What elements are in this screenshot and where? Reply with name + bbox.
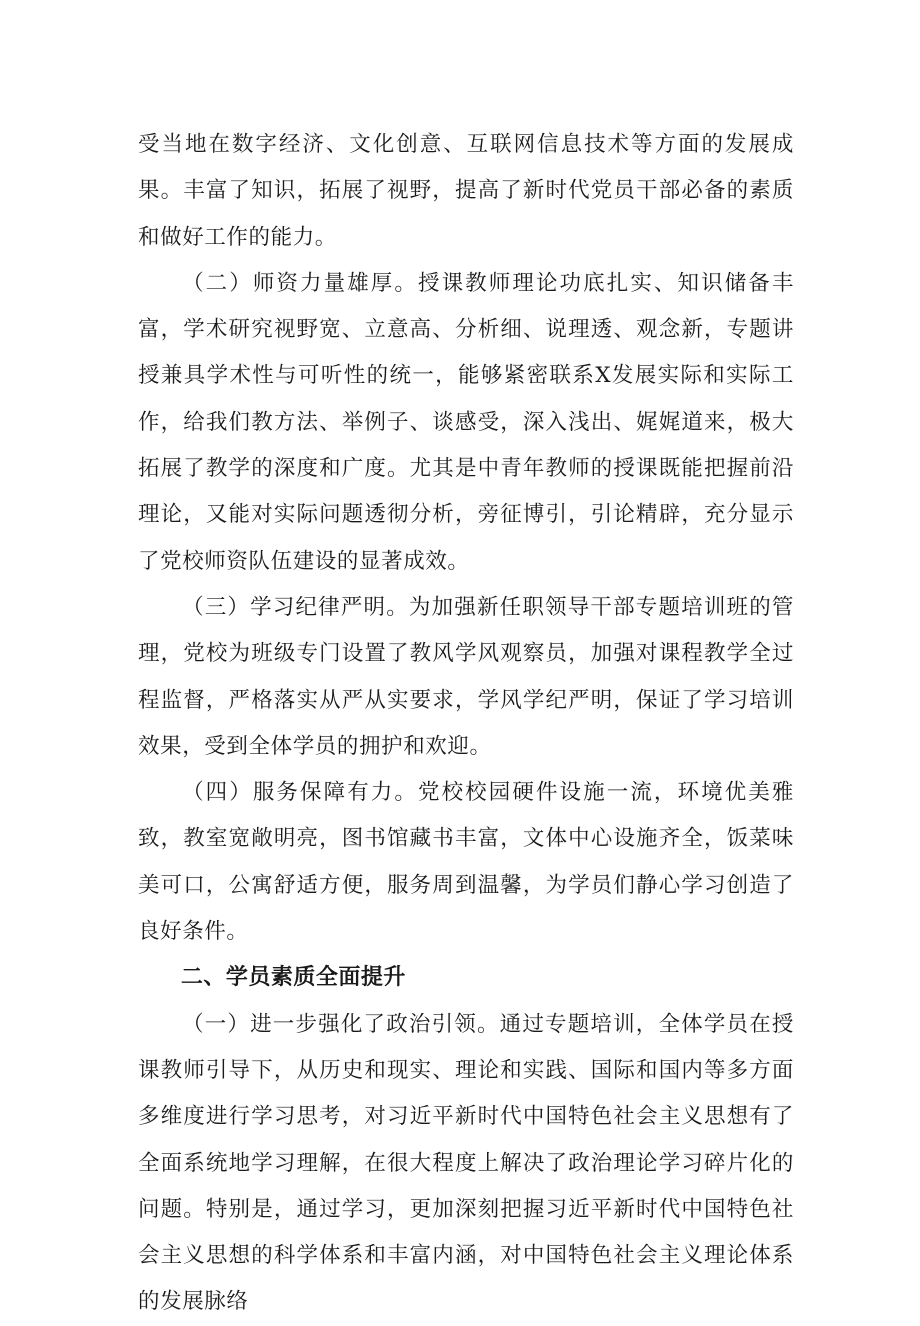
paragraph-faculty-strength: （二）师资力量雄厚。授课教师理论功底扎实、知识储备丰富，学术研究视野宽、立意高、分析细、说理透、观念新，专题讲授兼具学术性与可听性的统一，能够紧密联系X发展实际和实际工作，给我们教方法、举例子、谈感受，深入浅出、娓娓道来，极大拓展了教学的深度和广度。尤其是中青年教师的授课既能把握前沿理论，又能对实际问题透彻分析，旁征博引，引论精辟，充分显示了党校师资队伍建设的显著成效。 xyxy=(138,270,794,574)
paragraph-service-support: （四）服务保障有力。党校校园硬件设施一流，环境优美雅致，教室宽敞明亮，图书馆藏书丰富，文体中心设施齐全，饭菜味美可口，公寓舒适方便，服务周到温馨，为学员们静心学习创造了良好条件。 xyxy=(138,780,794,945)
paragraph-continuation: 受当地在数字经济、文化创意、互联网信息技术等方面的发展成果。丰富了知识，拓展了视野，提高了新时代党员干部必备的素质和做好工作的能力。 xyxy=(138,132,794,250)
section-heading-trainee-quality: 二、学员素质全面提升 xyxy=(180,965,406,991)
document-body xyxy=(138,122,794,1326)
paragraph-study-discipline: （三）学习纪律严明。为加强新任职领导干部专题培训班的管理，党校为班级专门设置了教风学风观察员，加强对课程教学全过程监督，严格落实从严从实要求，学风学纪严明，保证了学习培训效果，受到全体学员的拥护和欢迎。 xyxy=(138,594,794,759)
paragraph-political-guidance: （一）进一步强化了政治引领。通过专题培训，全体学员在授课教师引导下，从历史和现实、理论和实践、国际和国内等多方面多维度进行学习思考，对习近平新时代中国特色社会主义思想有了全面系统地学习理解，在很大程度上解决了政治理论学习碎片化的问题。特别是，通过学习，更加深刻把握习近平新时代中国特色社会主义思想的科学体系和丰富内涵，对中国特色社会主义理论体系的发展脉络 xyxy=(138,1011,794,1315)
